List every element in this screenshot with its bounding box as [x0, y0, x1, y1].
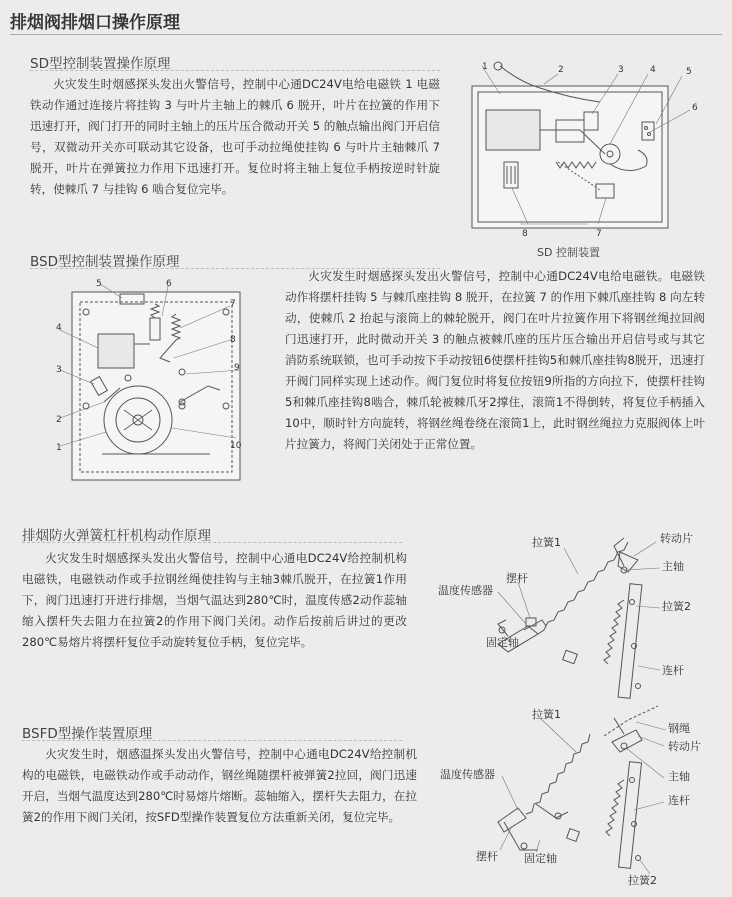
sd-heading: SD型控制装置操作原理 [30, 56, 171, 72]
sd-diagram [460, 58, 725, 258]
lever-label-shaft: 主轴 [662, 560, 684, 573]
bsfd-label-fixed-shaft: 固定轴 [524, 852, 557, 865]
sd-label-5: 5 [686, 67, 692, 77]
bsfd-label-spring2: 拉簧2 [628, 874, 657, 887]
sd-paragraph: 火灾发生时烟感探头发出火警信号，控制中心通DC24V电给电磁铁 1 电磁铁动作通过连接片将挂钩 3 与叶片主轴上的棘爪 6 脱开，叶片在拉簧的作用下迅速打开，阀门打开的同时主轴上的压片压合微动开关 5 的触点输出阀门开启信号，双微动开关亦可联动其它设备，也可手动拉绳使挂钩 6 与叶片主轴棘爪 7 脱开，叶片在弹簧拉力作用下迅速打开。复位时将主轴上复位手柄按逆时针旋转，使棘爪 7 与挂钩 6 啮合复位完毕。 [30, 77, 440, 196]
bsd-label-3: 3 [56, 365, 62, 375]
bsd-diagram [50, 278, 270, 490]
lever-label-sensor: 温度传感器 [438, 584, 493, 597]
page-title: 排烟阀排烟口操作原理 [10, 13, 180, 33]
bsd-label-10: 10 [230, 441, 242, 451]
bsd-label-7: 7 [230, 299, 236, 309]
bsd-label-2: 2 [56, 415, 62, 425]
bsd-label-4: 4 [56, 323, 62, 333]
sd-caption: SD 控制装置 [537, 246, 600, 259]
lever-label-spring1: 拉簧1 [532, 536, 561, 549]
bsfd-heading: BSFD型操作装置原理 [22, 726, 153, 742]
bsd-label-5: 5 [96, 279, 102, 289]
lever-label-swing: 摆杆 [506, 572, 528, 585]
bsd-paragraph: 火灾发生时烟感探头发出火警信号，控制中心通DC24V电给电磁铁。电磁铁动作将摆杆挂钩 5 与棘爪座挂钩 8 脱开，在拉簧 7 的作用下棘爪座挂钩 8 向左转动，使棘爪 2 抬起与滚筒上的棘轮脱开，阀门在叶片拉簧作用下将钢丝绳拉回阀门迅速打开，此时微动开关 3 的触点被棘爪座的压片压合输出开启信号或与其它消防系统联锁，也可手动按下手动按钮6使摆杆挂钩5和棘爪座挂钩8脱开，迅速打开阀门同样实现上述动作。阀门复位时将复位按钮9所指的方向拉下，使摆杆挂钩5和棘爪座挂钩8啮合，棘爪轮被棘爪牙2撑住，滚筒1不得倒转，将复位手柄插入10中，顺时针方向旋转，将钢丝绳卷绕在滚筒1上，此时钢丝绳拉力克服阀体上叶片拉簧力，将阀门关闭处于正常位置。 [285, 269, 705, 451]
lever-label-fixed-shaft: 固定轴 [486, 636, 519, 649]
sd-label-2: 2 [558, 65, 564, 75]
lever-label-spring2: 拉簧2 [662, 600, 691, 613]
bsfd-label-swing: 摆杆 [476, 850, 498, 863]
sd-label-3: 3 [618, 65, 624, 75]
bsfd-label-spring1: 拉簧1 [532, 708, 561, 721]
lever-diagram [428, 526, 728, 702]
bsd-heading: BSD型控制装置操作原理 [30, 254, 180, 270]
lever-heading-rule [22, 542, 402, 543]
bsd-label-1: 1 [56, 443, 62, 453]
bsd-label-8: 8 [230, 335, 236, 345]
lever-label-link: 连杆 [662, 664, 684, 677]
bsfd-label-shaft: 主轴 [668, 770, 690, 783]
bsfd-paragraph: 火灾发生时，烟感温探头发出火警信号，控制中心通电DC24V给控制机构的电磁铁，电磁铁动作或手动动作，钢丝绳随摆杆被弹簧2拉回，阀门迅速开启，当烟气温度达到280℃时易熔片熔断。蕊轴缩入，摆杆失去阻力，在拉簧2的作用下阀门关闭，按SFD型操作装置复位方法重新关闭，复位完毕。 [22, 747, 417, 824]
bsfd-diagram [428, 700, 728, 890]
sd-label-4: 4 [650, 65, 656, 75]
lever-heading: 排烟防火弹簧杠杆机构动作原理 [22, 528, 211, 544]
sd-label-7: 7 [596, 229, 602, 239]
title-divider [10, 34, 722, 35]
bsfd-heading-rule [22, 740, 402, 741]
bsfd-label-link: 连杆 [668, 794, 690, 807]
bsfd-label-rotor: 转动片 [668, 740, 701, 753]
lever-label-rotor: 转动片 [660, 532, 693, 545]
sd-heading-rule [30, 70, 440, 71]
bsd-label-9: 9 [234, 363, 240, 373]
sd-label-6: 6 [692, 103, 698, 113]
sd-label-1: 1 [482, 62, 488, 72]
sd-label-8: 8 [522, 229, 528, 239]
bsfd-label-sensor: 温度传感器 [440, 768, 495, 781]
lever-paragraph: 火灾发生时烟感探头发出火警信号，控制中心通电DC24V给控制机构电磁铁，电磁铁动作或手拉钢丝绳使挂钩与主轴3棘爪脱开，在拉簧1作用下，阀门迅速打开进行排烟，当烟气温达到280℃时，温度传感2动作蕊轴缩入摆杆失去阻力在拉簧2的作用下阀门关闭。动作后按前后讲过的更改280℃易熔片将摆杆复位手动旋转复位手柄，复位完毕。 [22, 551, 407, 649]
bsfd-label-rope: 钢绳 [668, 722, 690, 735]
bsd-label-6: 6 [166, 279, 172, 289]
